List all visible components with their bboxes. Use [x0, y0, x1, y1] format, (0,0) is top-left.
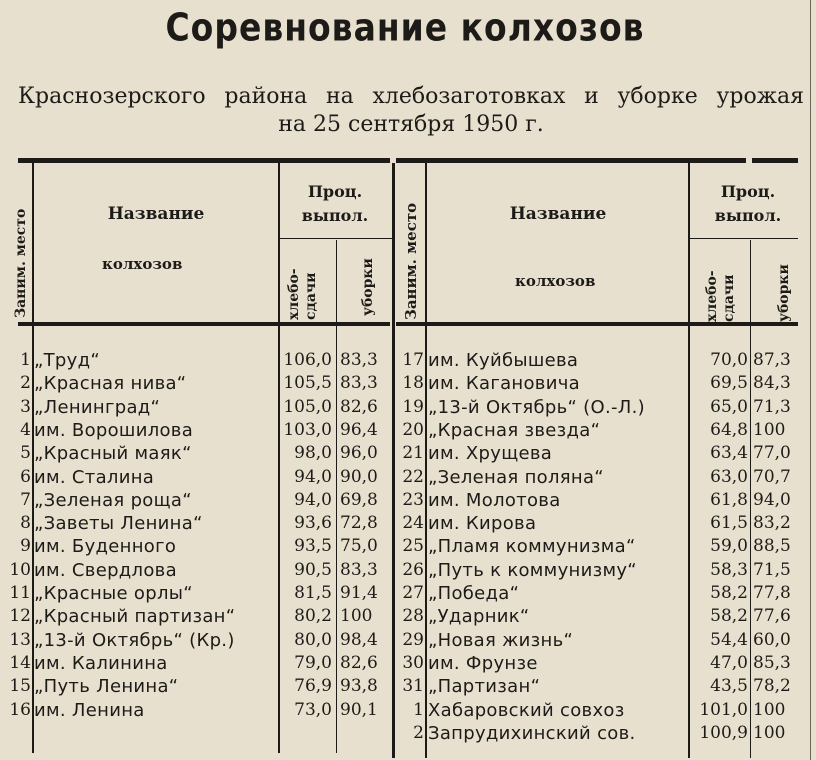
- table-row: [0, 605, 810, 628]
- name-cell: „Труд“: [34, 350, 100, 371]
- harvest-cell: 90,0: [340, 466, 378, 487]
- grain-cell: 103,0: [283, 419, 332, 440]
- rank-cell: 16: [9, 699, 31, 720]
- rank-cell: 7: [20, 489, 31, 510]
- harvest-cell: 71,3: [753, 396, 791, 417]
- header-harvest-right: уборки: [776, 264, 792, 322]
- header-name-top-right: Название: [509, 204, 607, 224]
- header-harvest-left: уборки: [360, 258, 376, 316]
- header-bottom-rule-left: [18, 322, 390, 326]
- name-cell: „Новая жизнь“: [428, 629, 574, 651]
- name-cell: „Заветы Ленина“: [34, 513, 203, 535]
- rank-cell: 31: [402, 676, 424, 697]
- grain-cell: 58,2: [710, 583, 748, 603]
- table-row: [0, 349, 810, 372]
- rank-cell: 5: [20, 443, 31, 464]
- grain-cell: 76,9: [294, 676, 332, 697]
- rank-cell: 2: [20, 373, 31, 394]
- rank-cell: 24: [402, 513, 424, 534]
- table-row: [0, 466, 810, 489]
- name-cell: „13-й Октябрь“ (О.-Л.): [428, 396, 645, 418]
- name-cell: „Ленинград“: [34, 396, 161, 418]
- name-cell: им. Ворошилова: [34, 419, 194, 441]
- table-row: [0, 372, 810, 395]
- header-place-right: Заним. место: [402, 202, 420, 320]
- harvest-cell: 100: [753, 419, 786, 440]
- harvest-cell: 82,6: [340, 396, 378, 417]
- grain-cell: 43,5: [710, 676, 748, 697]
- rank-cell: 27: [402, 583, 424, 603]
- grain-cell: 106,0: [283, 350, 332, 370]
- rank-cell: 9: [20, 536, 31, 557]
- name-cell: им. Кирова: [428, 513, 537, 535]
- rank-cell: 21: [402, 443, 424, 464]
- rank-cell: 1: [20, 350, 31, 370]
- harvest-cell: 71,5: [753, 559, 791, 580]
- table-row: [0, 512, 810, 535]
- grain-cell: 94,0: [294, 489, 332, 510]
- grain-cell: 105,5: [283, 373, 332, 394]
- grain-cell: 58,2: [710, 606, 748, 627]
- rank-cell: 8: [20, 513, 31, 534]
- header-percent-right: Проц. выпол.: [714, 182, 782, 225]
- grain-cell: 79,0: [294, 652, 332, 673]
- grain-cell: 47,0: [710, 652, 748, 673]
- rank-cell: 28: [402, 606, 424, 627]
- rank-cell: 2: [413, 722, 424, 743]
- name-cell: „Красные орлы“: [34, 583, 193, 604]
- name-cell: Хабаровский совхоз: [428, 699, 625, 721]
- harvest-cell: 96,0: [340, 443, 378, 464]
- table-row: [0, 582, 810, 605]
- grain-cell: 80,0: [294, 629, 332, 650]
- grain-cell: 93,6: [294, 513, 332, 534]
- harvest-cell: 77,8: [753, 583, 791, 603]
- grain-cell: 93,5: [294, 536, 332, 557]
- harvest-cell: 75,0: [340, 536, 378, 557]
- name-cell: им. Сталина: [34, 466, 155, 488]
- rank-cell: 10: [9, 559, 31, 580]
- rank-cell: 1: [413, 699, 424, 720]
- name-cell: „Зеленая поляна“: [428, 466, 604, 488]
- grain-cell: 63,0: [710, 466, 748, 487]
- grain-cell: 61,8: [710, 489, 748, 510]
- name-cell: „13-й Октябрь“ (Кр.): [34, 629, 235, 651]
- harvest-cell: 88,5: [753, 536, 791, 557]
- table-row: [0, 699, 810, 722]
- rank-cell: 18: [402, 373, 424, 394]
- percent-header-divider-right: [688, 238, 798, 239]
- harvest-cell: 100: [753, 722, 786, 743]
- harvest-cell: 83,3: [340, 373, 378, 394]
- table-row: [0, 652, 810, 675]
- grain-cell: 101,0: [699, 699, 748, 720]
- header-name-top-left: Название: [107, 204, 205, 224]
- grain-cell: 73,0: [294, 699, 332, 720]
- table-top-rule-left: [18, 158, 390, 163]
- grain-cell: 54,4: [710, 629, 748, 650]
- name-cell: им. Калинина: [34, 652, 168, 674]
- harvest-cell: 83,3: [340, 350, 378, 370]
- harvest-cell: 77,6: [753, 606, 791, 627]
- harvest-cell: 93,8: [340, 676, 378, 697]
- grain-cell: 61,5: [710, 513, 748, 534]
- harvest-cell: 69,8: [340, 489, 378, 510]
- header-grain-right: хлебо-сдачи: [704, 270, 737, 322]
- harvest-cell: 72,8: [340, 513, 378, 534]
- name-cell: им. Хрущева: [428, 443, 553, 465]
- grain-cell: 69,5: [710, 373, 748, 394]
- harvest-cell: 77,0: [753, 443, 791, 464]
- name-cell: „Пламя коммунизма“: [428, 536, 636, 558]
- harvest-cell: 84,3: [753, 373, 791, 394]
- grain-cell: 98,0: [294, 443, 332, 464]
- harvest-cell: 85,3: [753, 652, 791, 673]
- rank-cell: 25: [402, 536, 424, 557]
- rank-cell: 19: [402, 396, 424, 417]
- harvest-cell: 70,7: [753, 466, 791, 487]
- harvest-cell: 90,1: [340, 699, 378, 720]
- name-cell: им. Куйбышева: [428, 350, 579, 371]
- table-row: [0, 442, 810, 465]
- rank-cell: 6: [20, 466, 31, 487]
- grain-cell: 59,0: [710, 536, 748, 557]
- harvest-cell: 83,3: [340, 559, 378, 580]
- name-cell: им. Фрунзе: [428, 652, 538, 674]
- table-row: [0, 396, 810, 419]
- harvest-cell: 98,4: [340, 629, 378, 650]
- rank-cell: 29: [402, 629, 424, 650]
- header-name-bottom-right: колхозов: [515, 272, 596, 290]
- harvest-cell: 82,6: [340, 652, 378, 673]
- table-row: [0, 629, 810, 652]
- name-cell: „Красная звезда“: [428, 419, 601, 441]
- rank-cell: 20: [402, 419, 424, 440]
- name-cell: „Красный маяк“: [34, 443, 192, 465]
- header-place-left: Заним. место: [13, 208, 29, 318]
- rank-cell: 12: [9, 606, 31, 627]
- rank-cell: 30: [402, 652, 424, 673]
- name-cell: „Красная нива“: [34, 373, 187, 395]
- rank-cell: 14: [9, 652, 31, 673]
- grain-cell: 100,9: [699, 722, 748, 743]
- table-top-rule-right: [752, 158, 798, 163]
- name-cell: им. Ленина: [34, 699, 145, 721]
- harvest-cell: 94,0: [753, 489, 791, 510]
- name-cell: Запрудихинский сов.: [428, 722, 636, 744]
- page-title: Соревнование колхозов: [165, 5, 645, 50]
- rank-cell: 23: [402, 489, 424, 510]
- subtitle-line-1: Краснозерского района на хлебозаготовках и уборке урожая: [18, 84, 804, 109]
- table-row: [0, 722, 810, 745]
- name-cell: „Ударник“: [428, 606, 530, 628]
- grain-cell: 70,0: [710, 350, 748, 370]
- harvest-cell: 83,2: [753, 513, 791, 534]
- rank-cell: 11: [9, 583, 31, 603]
- grain-cell: 80,2: [294, 606, 332, 627]
- harvest-cell: 87,3: [753, 350, 791, 370]
- harvest-cell: 96,4: [340, 419, 378, 440]
- grain-cell: 58,3: [710, 559, 748, 580]
- table-row: [0, 675, 810, 698]
- rank-cell: 13: [9, 629, 31, 650]
- header-percent-left: Проц. выпол.: [301, 182, 369, 225]
- grain-cell: 81,5: [294, 583, 332, 603]
- grain-cell: 90,5: [294, 559, 332, 580]
- rank-cell: 4: [20, 419, 31, 440]
- name-cell: им. Буденного: [34, 536, 177, 558]
- harvest-cell: 100: [340, 606, 373, 627]
- table-row: [0, 489, 810, 512]
- table-top-rule-mid: [396, 158, 746, 163]
- harvest-cell: 91,4: [340, 583, 378, 603]
- table-row: [0, 559, 810, 582]
- subtitle-line-2: на 25 сентября 1950 г.: [278, 112, 544, 137]
- header-name-bottom-left: колхозов: [102, 255, 183, 273]
- grain-cell: 105,0: [283, 396, 332, 417]
- header-grain-left: хлебо-сдачи: [286, 268, 319, 320]
- rank-cell: 3: [20, 396, 31, 417]
- rank-cell: 22: [402, 466, 424, 487]
- name-cell: „Партизан“: [428, 676, 541, 698]
- name-cell: им. Свердлова: [34, 559, 177, 581]
- rank-cell: 26: [402, 559, 424, 580]
- right-edge-line: [810, 0, 811, 760]
- grain-cell: 63,4: [710, 443, 748, 464]
- rank-cell: 17: [402, 350, 424, 370]
- rank-cell: 15: [9, 676, 31, 697]
- harvest-cell: 60,0: [753, 629, 791, 650]
- name-cell: „Путь Ленина“: [34, 676, 179, 698]
- percent-header-divider-left: [278, 238, 392, 239]
- name-cell: „Победа“: [428, 583, 520, 604]
- header-bottom-rule-right: [396, 322, 798, 326]
- grain-cell: 65,0: [710, 396, 748, 417]
- name-cell: „Зеленая роща“: [34, 489, 192, 511]
- name-cell: „Красный партизан“: [34, 606, 236, 628]
- table-row: [0, 535, 810, 558]
- name-cell: им. Кагановича: [428, 373, 580, 395]
- grain-cell: 94,0: [294, 466, 332, 487]
- table-row: [0, 419, 810, 442]
- harvest-cell: 78,2: [753, 676, 791, 697]
- name-cell: им. Молотова: [428, 489, 561, 511]
- grain-cell: 64,8: [710, 419, 748, 440]
- name-cell: „Путь к коммунизму“: [428, 559, 637, 581]
- harvest-cell: 100: [753, 699, 786, 720]
